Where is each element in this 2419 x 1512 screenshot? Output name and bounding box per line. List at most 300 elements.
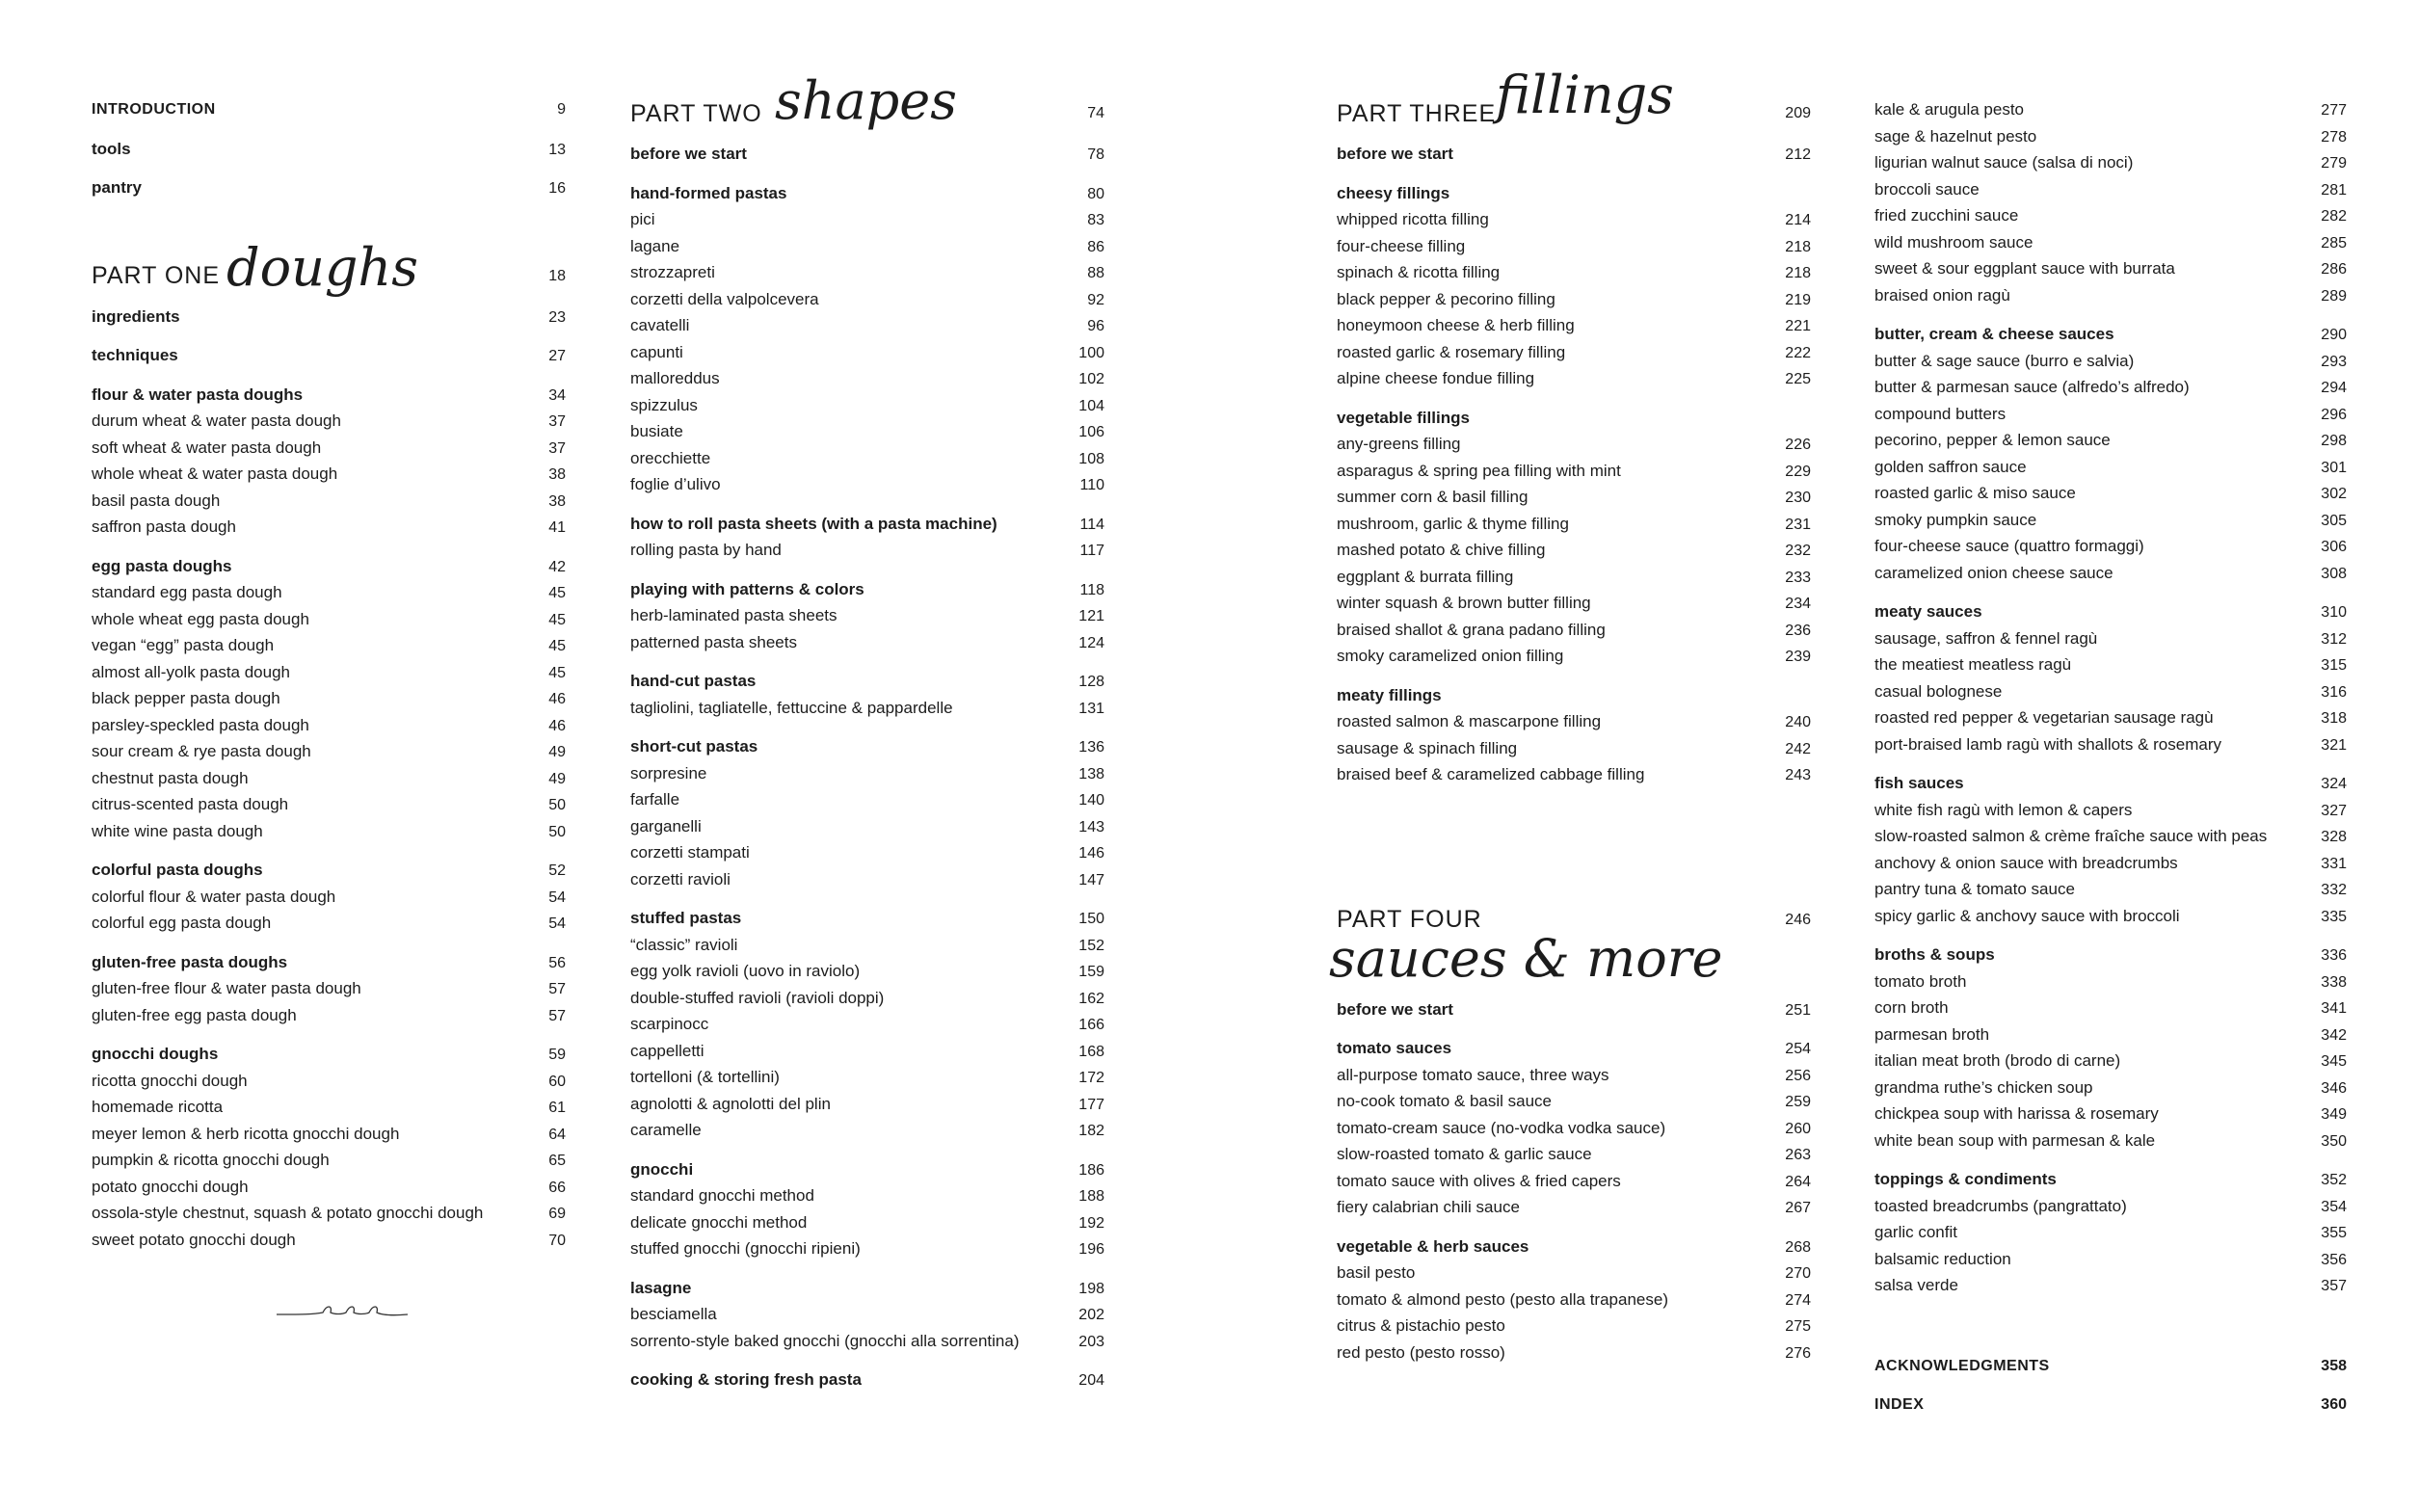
toc-entry[interactable] (92, 1121, 566, 1148)
entry-title: corzetti stampati (630, 843, 750, 862)
entry-title: braised onion ragù (1874, 285, 2010, 305)
entry-page: 308 (2321, 565, 2347, 582)
toc-entry[interactable] (1874, 123, 2347, 150)
toc-entry[interactable] (630, 985, 1104, 1012)
entry-title: besciamella (630, 1305, 717, 1323)
entry-title: anchovy & onion sauce with breadcrumbs (1874, 853, 2178, 872)
toc-entry[interactable] (92, 1147, 566, 1174)
entry-page: 50 (548, 823, 566, 840)
entry-title: meaty fillings (1337, 685, 1442, 704)
entry-page: 268 (1785, 1238, 1811, 1256)
toc-entry[interactable] (1874, 704, 2347, 731)
toc-entry[interactable] (1337, 590, 1811, 617)
part-three-heading[interactable] (1337, 65, 1811, 141)
entry-title: italian meat broth (brodo di carne) (1874, 1051, 2121, 1070)
toc-column-2 (630, 70, 1104, 1393)
entry-title: white wine pasta dough (92, 821, 263, 840)
toc-entry[interactable] (92, 488, 566, 515)
section-list (1337, 1035, 1811, 1366)
entry-page: 321 (2321, 736, 2347, 754)
toc-entry[interactable] (1874, 968, 2347, 995)
toc-entry[interactable] (1337, 735, 1811, 762)
toc-section (630, 180, 1104, 498)
toc-entry[interactable] (630, 339, 1104, 366)
entry-page: 202 (1078, 1307, 1104, 1323)
entry-page: 108 (1078, 450, 1104, 467)
toc-entry[interactable] (1337, 1115, 1811, 1142)
entry-page: 335 (2321, 908, 2347, 925)
toc-entry[interactable] (1337, 206, 1811, 233)
entry-title: basil pesto (1337, 1263, 1416, 1282)
entry-page: 243 (1785, 767, 1811, 783)
section-heading[interactable] (92, 553, 566, 580)
entry-title: honeymoon cheese & herb filling (1337, 316, 1575, 334)
entry-page: 182 (1078, 1123, 1104, 1139)
entry-title: standard gnocchi method (630, 1186, 814, 1205)
toc-entry[interactable] (630, 1235, 1104, 1262)
section-heading[interactable] (1337, 405, 1811, 432)
toc-entry[interactable] (1337, 259, 1811, 286)
section-heading[interactable] (630, 576, 1104, 603)
section-heading[interactable] (630, 511, 1104, 538)
section-heading[interactable] (92, 949, 566, 976)
entry-page: 147 (1078, 871, 1104, 889)
toc-entry[interactable] (92, 632, 566, 659)
toc-entry[interactable] (92, 1002, 566, 1029)
toc-entry[interactable] (630, 1091, 1104, 1118)
entry-title: durum wheat & water pasta dough (92, 411, 341, 430)
entry-title: balsamic reduction (1874, 1249, 2011, 1268)
entry-title: sour cream & rye pasta dough (92, 742, 311, 760)
entry-title: sausage, saffron & fennel ragù (1874, 628, 2098, 648)
toc-entry[interactable] (92, 1174, 566, 1201)
section-heading[interactable] (630, 668, 1104, 695)
entry-page: 218 (1785, 238, 1811, 255)
toc-entry[interactable] (1337, 1313, 1811, 1340)
section-heading[interactable] (1337, 1233, 1811, 1260)
section-heading[interactable] (1874, 1166, 2347, 1193)
entry-page: 37 (548, 439, 566, 457)
entry-title: how to roll pasta sheets (with a pasta machine) (630, 514, 997, 533)
entry-page: 256 (1785, 1067, 1811, 1084)
entry-title: hand-cut pastas (630, 672, 757, 690)
entry-page: 45 (548, 585, 566, 601)
toc-entry[interactable] (92, 975, 566, 1002)
toc-entry[interactable] (630, 233, 1104, 260)
toc-entry[interactable] (1874, 1246, 2347, 1273)
toc-entry[interactable] (1337, 1340, 1811, 1366)
entry-page: 46 (548, 717, 566, 734)
toc-entry[interactable] (1337, 511, 1811, 538)
toc-entry[interactable] (630, 866, 1104, 893)
entry-title: standard egg pasta dough (92, 583, 282, 601)
toc-entry[interactable] (1874, 850, 2347, 877)
part-label: PART ONE (92, 262, 221, 289)
toc-entry[interactable] (630, 1011, 1104, 1038)
entry-page: 45 (548, 611, 566, 628)
entry-title: tomato sauces (1337, 1039, 1452, 1057)
entry-title: butter, cream & cheese sauces (1874, 325, 2114, 343)
toc-entry-techniques[interactable] (92, 342, 566, 369)
entry-title: orecchiette (630, 448, 711, 467)
entry-title: whipped ricotta filling (1337, 210, 1489, 228)
entry-title: chestnut pasta dough (92, 768, 249, 787)
toc-entry[interactable] (630, 1038, 1104, 1065)
entry-title: ossola-style chestnut, squash & potato gnocchi dough (92, 1204, 484, 1222)
toc-entry-before-we-start[interactable] (630, 141, 1104, 168)
section-heading[interactable] (630, 1156, 1104, 1183)
entry-page: 46 (548, 691, 566, 707)
toc-entry[interactable] (1337, 537, 1811, 564)
toc-entry[interactable] (92, 818, 566, 845)
toc-entry[interactable] (1874, 1219, 2347, 1246)
entry-page: 263 (1785, 1147, 1811, 1163)
entry-page: 186 (1078, 1161, 1104, 1179)
section-heading[interactable] (92, 382, 566, 409)
toc-entry-ingredients[interactable] (92, 304, 566, 331)
entry-page: 221 (1785, 318, 1811, 334)
toc-entry[interactable] (630, 958, 1104, 985)
entry-page: 267 (1785, 1200, 1811, 1216)
entry-title: citrus-scented pasta dough (92, 795, 289, 813)
entry-page: 327 (2321, 802, 2347, 819)
section-heading[interactable] (1874, 598, 2347, 625)
section-heading[interactable] (630, 1366, 1104, 1393)
toc-column-3 (1329, 65, 1811, 1366)
toc-entry[interactable] (630, 286, 1104, 313)
entry-page: 78 (1087, 146, 1104, 163)
toc-entry[interactable] (630, 259, 1104, 286)
entry-page: 83 (1087, 212, 1104, 228)
toc-entry[interactable] (1337, 339, 1811, 366)
entry-page: 65 (548, 1153, 566, 1169)
toc-entry[interactable] (92, 1068, 566, 1095)
toc-entry[interactable] (1337, 708, 1811, 735)
toc-entry[interactable] (1337, 1062, 1811, 1089)
part-two-heading[interactable] (630, 70, 1104, 141)
toc-entry[interactable] (630, 695, 1104, 722)
toc-entry[interactable] (1874, 1127, 2347, 1154)
entry-page: 38 (548, 466, 566, 483)
toc-entry[interactable] (1874, 876, 2347, 903)
entry-title: playing with patterns & colors (630, 579, 864, 598)
toc-entry[interactable] (630, 1182, 1104, 1209)
toc-entry[interactable] (630, 629, 1104, 656)
entry-page: 229 (1785, 463, 1811, 480)
toc-section (92, 949, 566, 1029)
toc-entry[interactable] (92, 408, 566, 435)
entry-title: four-cheese sauce (quattro formaggi) (1874, 537, 2144, 555)
toc-entry-before-we-start[interactable] (1337, 141, 1811, 168)
entry-page: 332 (2321, 882, 2347, 898)
toc-entry[interactable] (630, 839, 1104, 866)
toc-entry[interactable] (630, 1301, 1104, 1328)
toc-entry[interactable] (1874, 903, 2347, 930)
entry-page: 282 (2321, 208, 2347, 225)
entry-page: 45 (548, 664, 566, 681)
toc-entry[interactable] (630, 392, 1104, 419)
toc-entry[interactable] (630, 206, 1104, 233)
entry-title: homemade ricotta (92, 1098, 224, 1116)
section-heading[interactable] (1337, 1035, 1811, 1062)
entry-title: tagliolini, tagliatelle, fettuccine & pappardelle (630, 698, 953, 717)
entry-page: 278 (2321, 128, 2347, 146)
toc-entry[interactable] (1874, 229, 2347, 256)
toc-entry[interactable] (1874, 282, 2347, 309)
toc-entry[interactable] (1874, 255, 2347, 282)
entry-page: 166 (1078, 1017, 1104, 1033)
entry-title: saffron pasta dough (92, 517, 236, 536)
entry-page: 279 (2321, 155, 2347, 172)
toc-entry[interactable] (92, 659, 566, 686)
toc-entry[interactable] (1874, 533, 2347, 560)
toc-entry[interactable] (1874, 823, 2347, 850)
entry-page: 251 (1785, 1001, 1811, 1019)
toc-entry[interactable] (1874, 202, 2347, 229)
toc-entry[interactable] (1874, 149, 2347, 176)
section-heading[interactable] (630, 905, 1104, 932)
toc-entry[interactable] (92, 606, 566, 633)
toc-section (1337, 682, 1811, 788)
toc-entry[interactable] (1874, 176, 2347, 203)
toc-entry[interactable] (1337, 643, 1811, 670)
entry-title: fiery calabrian chili sauce (1337, 1198, 1520, 1216)
section-heading[interactable] (630, 733, 1104, 760)
entry-page: 192 (1078, 1214, 1104, 1232)
toc-entry[interactable] (92, 1094, 566, 1121)
entry-title: tomato & almond pesto (pesto alla trapanese) (1337, 1289, 1668, 1309)
entry-page: 50 (548, 797, 566, 813)
entry-title: patterned pasta sheets (630, 632, 797, 651)
entry-title: parsley-speckled pasta dough (92, 715, 309, 734)
toc-entry[interactable] (630, 445, 1104, 472)
entry-title: roasted garlic & rosemary filling (1337, 342, 1566, 361)
toc-entry-introduction[interactable] (92, 96, 566, 123)
entry-title: roasted red pepper & vegetarian sausage ragù (1874, 708, 2214, 727)
toc-entry[interactable] (630, 786, 1104, 813)
toc-entry[interactable] (92, 1227, 566, 1254)
toc-entry[interactable] (92, 514, 566, 541)
entry-title: colorful flour & water pasta dough (92, 887, 336, 906)
section-heading[interactable] (1874, 321, 2347, 348)
toc-entry[interactable] (630, 365, 1104, 392)
toc-entry[interactable] (1337, 1194, 1811, 1221)
toc-entry-pantry[interactable] (92, 174, 566, 201)
part-label: PART TWO (630, 99, 762, 127)
entry-title: techniques (92, 346, 178, 364)
toc-entry[interactable] (630, 760, 1104, 787)
entry-title: cavatelli (630, 316, 690, 334)
entry-title: tomato-cream sauce (no-vodka vodka sauce) (1337, 1118, 1666, 1137)
entry-page: 306 (2321, 539, 2347, 555)
toc-entry[interactable] (1874, 1272, 2347, 1299)
entry-title: corn broth (1874, 998, 1949, 1017)
toc-entry[interactable] (1874, 625, 2347, 652)
entry-page: 276 (1785, 1344, 1811, 1362)
toc-entry[interactable] (1337, 431, 1811, 458)
entry-title: double-stuffed ravioli (ravioli doppi) (630, 988, 885, 1007)
entry-title: broccoli sauce (1874, 179, 1980, 199)
toc-section (1337, 1035, 1811, 1221)
toc-entry[interactable] (1874, 1101, 2347, 1127)
toc-entry[interactable] (92, 765, 566, 792)
section-heading[interactable] (1874, 942, 2347, 968)
entry-title: port-braised lamb ragù with shallots & rosemary (1874, 734, 2221, 754)
toc-entry[interactable] (1874, 731, 2347, 758)
entry-page: 302 (2321, 486, 2347, 502)
entry-page: 34 (548, 386, 566, 404)
toc-entry[interactable] (1337, 365, 1811, 392)
toc-section (1874, 1166, 2347, 1299)
entry-title: eggplant & burrata filling (1337, 567, 1514, 586)
toc-entry[interactable] (1874, 401, 2347, 428)
toc-entry[interactable] (1874, 560, 2347, 587)
section-heading[interactable] (630, 1275, 1104, 1302)
entry-page: 16 (548, 180, 566, 197)
entry-page: 138 (1078, 765, 1104, 783)
toc-entry[interactable] (630, 602, 1104, 629)
entry-page: 70 (548, 1232, 566, 1249)
entry-page: 140 (1078, 792, 1104, 809)
toc-entry[interactable] (1874, 374, 2347, 401)
toc-section (1337, 405, 1811, 670)
part-one-heading[interactable] (92, 236, 566, 304)
toc-entry[interactable] (1874, 1074, 2347, 1101)
toc-entry[interactable] (1874, 454, 2347, 481)
toc-entry[interactable] (1337, 1287, 1811, 1313)
entry-page: 294 (2321, 380, 2347, 396)
toc-entry[interactable] (1874, 507, 2347, 534)
toc-entry[interactable] (630, 1209, 1104, 1236)
entry-title: vegetable fillings (1337, 408, 1470, 427)
toc-entry-index[interactable] (1874, 1392, 2347, 1419)
toc-entry[interactable] (630, 1328, 1104, 1355)
toc-entry[interactable] (630, 537, 1104, 564)
toc-entry[interactable] (1337, 484, 1811, 511)
toc-entry[interactable] (1337, 1168, 1811, 1195)
entry-title: before we start (1337, 145, 1453, 163)
toc-entry[interactable] (630, 932, 1104, 959)
back-matter (1874, 1353, 2347, 1419)
section-heading[interactable] (1874, 770, 2347, 797)
entry-page: 128 (1078, 674, 1104, 690)
toc-entry[interactable] (630, 813, 1104, 840)
entry-page: 349 (2321, 1106, 2347, 1123)
flourish-ornament-icon (275, 1301, 410, 1322)
toc-entry[interactable] (1337, 564, 1811, 591)
toc-entry[interactable] (630, 471, 1104, 498)
toc-entry[interactable] (1874, 480, 2347, 507)
toc-entry[interactable] (630, 1064, 1104, 1091)
entry-title: slow-roasted tomato & garlic sauce (1337, 1145, 1592, 1163)
toc-entry[interactable] (1337, 761, 1811, 788)
section-heading[interactable] (92, 1041, 566, 1068)
part-script-title: doughs (226, 236, 418, 298)
toc-entry[interactable] (630, 312, 1104, 339)
entry-page: 239 (1785, 649, 1811, 665)
toc-entry[interactable] (92, 685, 566, 712)
toc-entry[interactable] (92, 579, 566, 606)
toc-entry[interactable] (92, 1200, 566, 1227)
toc-entry-tools[interactable] (92, 136, 566, 163)
toc-entry[interactable] (1874, 1021, 2347, 1048)
toc-entry[interactable] (1874, 427, 2347, 454)
toc-entry[interactable] (1337, 1141, 1811, 1168)
toc-entry[interactable] (1337, 458, 1811, 485)
entry-page: 118 (1079, 581, 1104, 598)
toc-entry[interactable] (1874, 348, 2347, 375)
toc-entry[interactable] (92, 712, 566, 739)
entry-title: sausage & spinach filling (1337, 738, 1518, 757)
entry-title: lasagne (630, 1278, 692, 1297)
section-list (1874, 321, 2347, 1299)
toc-entry[interactable] (630, 1117, 1104, 1144)
toc-entry[interactable] (1337, 1088, 1811, 1115)
toc-entry-acknowledgments[interactable] (1874, 1353, 2347, 1380)
entry-page: 198 (1078, 1280, 1104, 1297)
entry-page: 281 (2321, 181, 2347, 199)
toc-section (630, 668, 1104, 721)
entry-title: cooking & storing fresh pasta (630, 1370, 862, 1389)
toc-entry-before-we-start[interactable] (1337, 996, 1811, 1023)
entry-title: agnolotti & agnolotti del plin (630, 1094, 831, 1113)
toc-entry[interactable] (1874, 651, 2347, 678)
toc-entry[interactable] (92, 884, 566, 911)
entry-title: mushroom, garlic & thyme filling (1337, 514, 1569, 533)
entry-page: 316 (2321, 683, 2347, 701)
toc-section (630, 1156, 1104, 1262)
toc-entry[interactable] (92, 791, 566, 818)
toc-entry[interactable] (1337, 233, 1811, 260)
section-heading[interactable] (92, 857, 566, 884)
entry-page: 240 (1785, 714, 1811, 730)
entry-page: 233 (1785, 569, 1811, 586)
toc-entry[interactable] (92, 738, 566, 765)
toc-entry[interactable] (92, 435, 566, 462)
entry-page: 254 (1785, 1041, 1811, 1057)
entry-page: 357 (2321, 1278, 2347, 1294)
entry-page: 92 (1087, 291, 1104, 308)
toc-entry[interactable] (630, 418, 1104, 445)
toc-entry[interactable] (1874, 1048, 2347, 1074)
continued-entries (1874, 96, 2347, 308)
entry-page: 136 (1078, 739, 1104, 756)
toc-entry[interactable] (1337, 286, 1811, 313)
toc-entry[interactable] (1874, 678, 2347, 705)
toc-entry[interactable] (1874, 96, 2347, 123)
part-label: PART THREE (1337, 99, 1497, 127)
toc-section (92, 1041, 566, 1253)
toc-entry[interactable] (1874, 1193, 2347, 1220)
toc-entry[interactable] (1337, 1260, 1811, 1287)
toc-entry[interactable] (1337, 312, 1811, 339)
entry-title: no-cook tomato & basil sauce (1337, 1092, 1553, 1110)
toc-entry[interactable] (92, 910, 566, 937)
section-heading[interactable] (630, 180, 1104, 207)
entry-title: sweet & sour eggplant sauce with burrata (1874, 259, 2175, 278)
entry-page: 270 (1785, 1265, 1811, 1282)
entry-page: 23 (548, 308, 566, 326)
toc-entry[interactable] (92, 461, 566, 488)
entry-title: ligurian walnut sauce (salsa di noci) (1874, 153, 2134, 172)
toc-entry[interactable] (1337, 617, 1811, 644)
entry-title: white fish ragù with lemon & capers (1874, 800, 2133, 819)
section-heading[interactable] (1337, 682, 1811, 709)
toc-entry[interactable] (1874, 797, 2347, 824)
entry-page: 328 (2321, 829, 2347, 845)
toc-entry[interactable] (1874, 995, 2347, 1021)
section-heading[interactable] (1337, 180, 1811, 207)
